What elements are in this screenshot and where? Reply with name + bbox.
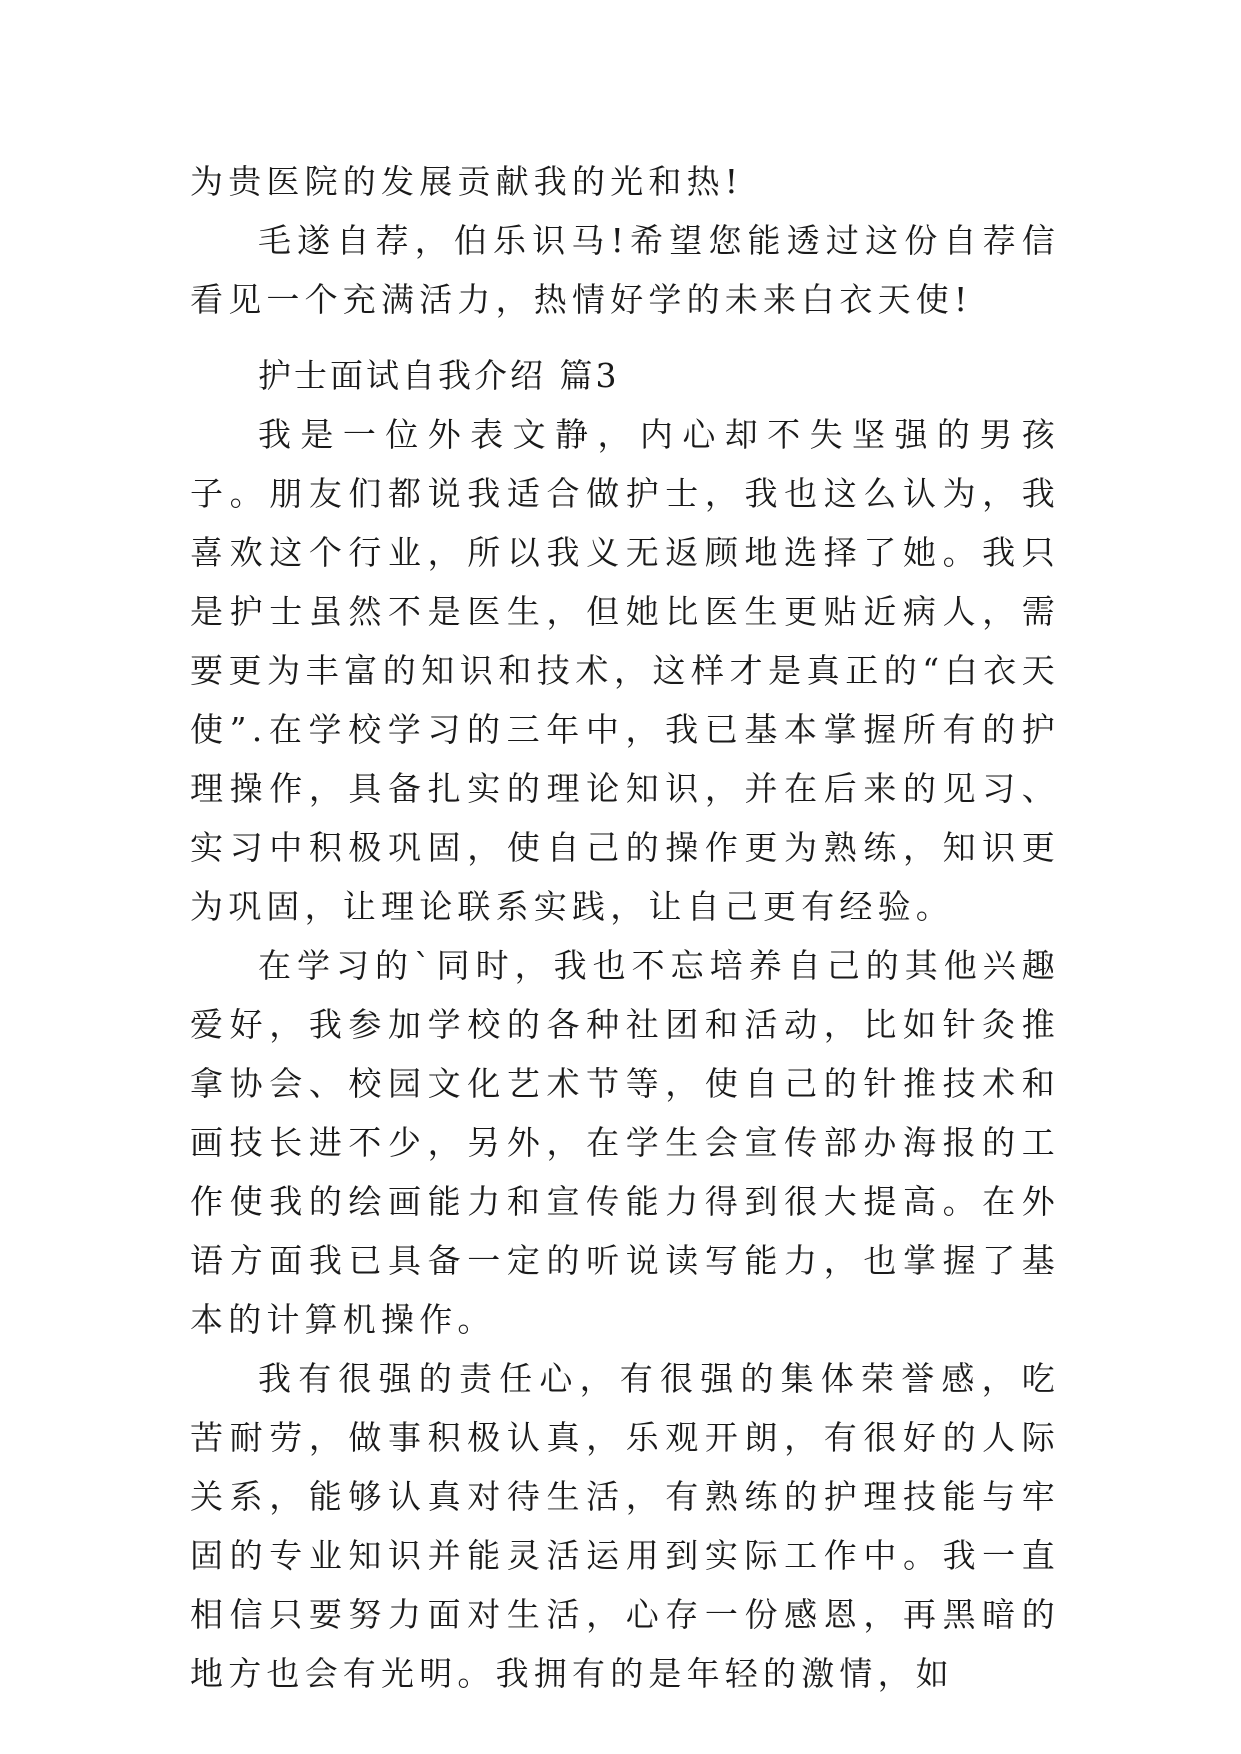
text-block-top — [190, 152, 1060, 329]
paragraph-hobbies: 在学习的`同时，我也不忘培养自己的其他兴趣爱好，我参加学校的各种社团和活动，比如针灸推拿协会、校园文化艺术节等，使自己的针推技术和画技长进不少，另外，在学生会宣传部办海报的工作使我的绘画能力和宣传能力得到很大提高。在外语方面我已具备一定的听说读写能力，也掌握了基本的计算机操作。 — [190, 946, 1060, 1339]
section-heading: 护士面试自我介绍 篇3 — [258, 356, 620, 395]
paragraph-self-recommendation: 毛遂自荐，伯乐识马!希望您能透过这份自荐信看见一个充满活力，热情好学的未来白衣天使! — [190, 221, 1060, 319]
text-block-main — [190, 346, 1060, 1703]
paragraph-character: 我有很强的责任心，有很强的集体荣誉感，吃苦耐劳，做事积极认真，乐观开朗，有很好的人际关系，能够认真对待生活，有熟练的护理技能与牢固的专业知识并能灵活运用到实际工作中。我一直相信只要努力面对生活，心存一份感恩，再黑暗的地方也会有光明。我拥有的是年轻的激情，如 — [190, 1359, 1060, 1693]
paragraph-continuation: 为贵医院的发展贡献我的光和热! — [190, 162, 744, 201]
paragraph-introduction: 我是一位外表文静，内心却不失坚强的男孩子。朋友们都说我适合做护士，我也这么认为，我喜欢这个行业，所以我义无返顾地选择了她。我只是护士虽然不是医生，但她比医生更贴近病人，需要更为丰富的知识和技术，这样才是真正的“白衣天使”.在学校学习的三年中，我已基本掌握所有的护理操作，具备扎实的理论知识，并在后来的见习、实习中积极巩固，使自己的操作更为熟练，知识更为巩固，让理论联系实践，让自己更有经验。 — [190, 415, 1060, 926]
